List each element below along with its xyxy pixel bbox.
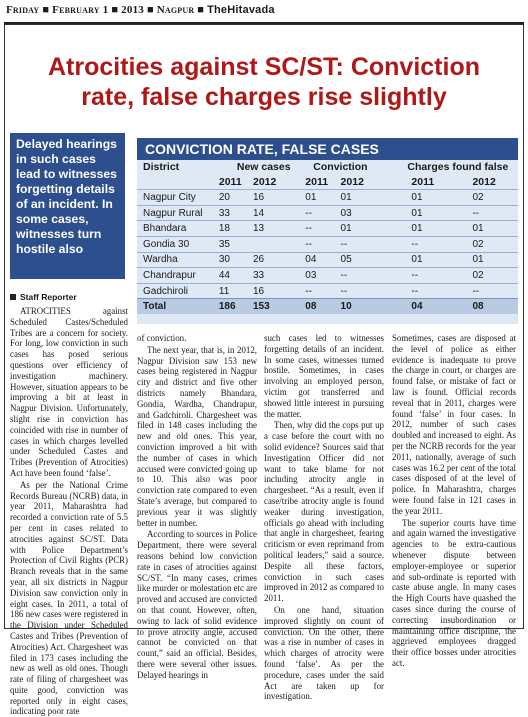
table-cell-value: -- bbox=[411, 238, 419, 250]
article-paragraph: As per the National Crime Records Bureau (NCRB) data, in year 2011, Maharashtra had recorded a conviction rate of 5.5 per cent in cases related to atrocities against SC/ST. Data with Police Department’s Protection of Civil Rights (PCR) Branch reveals that in the same year, all six districts in Nagpur Division saw conviction only in eight cases. In 2011, a total of 186 new cases were registered in the Division under Scheduled Castes and Tribes (Prevention of Atrocities) Act. Chargesheet was filed in 173 cases including the new as well as old ones. Though rate of filing of chargesheet was quite good, conviction was reported only in eight cases, indicating poor rate bbox=[10, 479, 128, 717]
table-cell-value: 13 bbox=[252, 223, 265, 235]
article-paragraph: According to sources in Police Department, there were several reasons behind low conviction rate in cases of atrocities against SC/ST. “In many cases, crimes like murder or molestation etc are proved and accused are convicted on that count. However, often, owing to lack of solid evidence to prove atrocity angle, accused cannot be convicted on that count,” said an official. Besides, there were several other issues. Delayed hearings in bbox=[137, 529, 258, 680]
table-cell-value: -- bbox=[305, 223, 312, 235]
headline-line-1: Atrocities against SC/ST: Conviction bbox=[47, 53, 480, 81]
table-cell-district: Gadchiroli bbox=[143, 285, 189, 297]
table-cell-value bbox=[253, 236, 305, 252]
table-cell-value: 16 bbox=[252, 191, 265, 203]
article-paragraph: of conviction. bbox=[137, 333, 187, 343]
table-row bbox=[137, 268, 518, 284]
table-cell-value: 01 bbox=[411, 223, 423, 235]
table-total-row bbox=[137, 299, 518, 314]
table-cell-value: 01 bbox=[305, 191, 317, 203]
table-cell-district: Nagpur Rural bbox=[143, 207, 203, 219]
masthead bbox=[6, 4, 522, 22]
table-cell-value: 03 bbox=[305, 269, 317, 281]
table-body bbox=[137, 190, 518, 314]
header-charges-false: Charges found false bbox=[407, 161, 509, 174]
article-paragraph: Then, why did the cops put up a case before the court with no solid evidence? Sources said that Investigation Officer did not want to take blame for not including atrocity angle in chargesheet. “As a result, even if case/tribe atrocity angle is found weaker during investigation, officials go ahead with including that angle in chargesheet, fearing criticism or even reprimand from political leaders,” said a source. Despite all these factors, conviction in such cases improved in 2012 as compared to 2011. bbox=[264, 420, 384, 604]
masthead-separator: ■ bbox=[197, 4, 208, 16]
table-cell-district: Wardha bbox=[143, 254, 178, 266]
masthead-day: Friday bbox=[6, 4, 40, 16]
table-row bbox=[137, 221, 518, 237]
table-cell-value: -- bbox=[411, 285, 419, 297]
article-paragraph: Sometimes, cases are disposed at the level of police as either evidence is inadequate to prove the charge in court, or charges are found false, or mistake of fact or law is found. Official records reveal that in 2011, charges were found ‘false’ in four cases. In 2012, number of such cases doubled and increased to eight. As per the NCRB records for the year 2011, nationally, average of such cases was 16.2 per cent of the total cases disposed of at the level of police. In Maharashtra, charges were found false in 121 cases in the year 2011. bbox=[392, 333, 516, 516]
table-header-row bbox=[137, 160, 518, 175]
table-cell-value: 33 bbox=[252, 269, 265, 281]
table-row bbox=[137, 252, 518, 268]
masthead-date: February 1 bbox=[52, 4, 109, 16]
conviction-table bbox=[137, 160, 518, 314]
pull-quote-box bbox=[10, 133, 125, 279]
article-column-2 bbox=[137, 333, 257, 681]
article-paragraph: The superior courts have time and again warned the investigative agencies to be extra-cautious whenever dispute between employer-employee or superior and sub-ordinate is reported with caste abuse angle. In many cases the High Courts have quashed the cases since during the course of correcting insubordination or maintaining office discipline, the aggrieved employees dragged their office bosses under atrocities act. bbox=[392, 517, 516, 668]
table-cell-value: 18 bbox=[218, 223, 230, 235]
table-cell-value: -- bbox=[340, 269, 348, 281]
table-cell-value: 26 bbox=[252, 254, 265, 266]
table-cell-value: 05 bbox=[340, 254, 352, 266]
table-cell-value: 14 bbox=[252, 207, 265, 219]
year-header: 2011 bbox=[411, 175, 435, 188]
table-cell-value: 01 bbox=[411, 254, 423, 266]
table-cell-value: -- bbox=[305, 285, 312, 297]
table-cell-district: Gondia 30 bbox=[143, 238, 190, 250]
table-cell-value: -- bbox=[305, 207, 312, 219]
table-row bbox=[137, 283, 518, 299]
table-cell-district: Nagpur City bbox=[143, 191, 196, 203]
table-cell-value: -- bbox=[472, 207, 480, 219]
byline-square-icon bbox=[10, 294, 16, 300]
table-cell-value: -- bbox=[411, 269, 419, 281]
table-cell-value: -- bbox=[340, 285, 348, 297]
table-cell-value: -- bbox=[472, 285, 480, 297]
table-cell-value: 20 bbox=[218, 191, 230, 203]
year-header: 2011 bbox=[218, 175, 242, 188]
masthead-separator: ■ bbox=[111, 4, 122, 16]
table-cell-value: 02 bbox=[472, 269, 484, 281]
article-paragraph: The next year, that is, in 2012, Nagpur Division saw 153 new cases being registered in Nagpur city and district and five other districts namely Bhandara, Gondia, Wardha, Chandrapur, and Gadchiroli. Chargesheet was filed in 148 cases including the new and old ones. This year, conviction improved a bit with the number of cases in which accused were convicted going up to 10. This also was poor conviction rate compared to even State’s average, but compared to previous year it was slightly better in number. bbox=[137, 344, 257, 528]
year-header: 2012 bbox=[252, 175, 277, 188]
byline-text: Staff Reporter bbox=[20, 292, 77, 302]
masthead-separator: ■ bbox=[146, 4, 157, 16]
table-cell-value: 01 bbox=[340, 223, 352, 235]
article-paragraph: On one hand, situation improved slightly on count of conviction. On the other, there was a rise in number of cases in which charges of atrocity were found ‘false’. As per the procedure, cases under the said Act are taken up for investigation. bbox=[264, 604, 384, 702]
header-new-cases: New cases bbox=[236, 161, 291, 174]
pull-quote-text: Delayed hearings in such cases lead to witnesses forgetting details of an incident. In some cases, witnesses turn hostile also bbox=[16, 137, 117, 256]
article-paragraph: ATROCITIES against Scheduled Castes/Scheduled Tribes are a concern for society. For long, low conviction in such cases has posed serious questions over efficiency of investigation machinery. However, situation appears to be improving a bit at least in Nagpur Division. Unfortunately, slight rise in conviction has coincided with rise in number of cases in which charges levelled under Scheduled Castes and Tribes (Prevention of Atrocities) Act have been found ‘false’. bbox=[10, 306, 128, 478]
table-cell-value: 01 bbox=[340, 191, 352, 203]
article-column-3 bbox=[264, 333, 384, 702]
table-cell-value: 08 bbox=[305, 299, 340, 314]
table-row bbox=[137, 236, 518, 252]
table-cell-value: 08 bbox=[472, 299, 518, 314]
table-cell-value: 04 bbox=[305, 254, 317, 266]
table-cell-value: 35 bbox=[218, 238, 230, 250]
header-district: District bbox=[143, 161, 180, 174]
table-cell-value: 03 bbox=[340, 207, 352, 219]
table-row bbox=[137, 205, 518, 221]
article-paragraph: such cases led to witnesses forgetting details of an incident. In some cases, witnesses turned hostile. Sometimes, in cases involving an employed person, victim got transferred and showed little interest in pursuing the matter. bbox=[264, 333, 384, 419]
masthead-separator: ■ bbox=[42, 4, 53, 16]
table-cell-value: 02 bbox=[472, 191, 484, 203]
table-cell-value: 01 bbox=[411, 191, 423, 203]
masthead-year: 2013 bbox=[121, 4, 144, 16]
table-title: CONVICTION RATE, FALSE CASES bbox=[137, 138, 518, 160]
table-cell-value: 10 bbox=[341, 299, 398, 314]
headline bbox=[10, 52, 518, 112]
year-header: 2012 bbox=[340, 175, 364, 188]
table-cell-value: 04 bbox=[397, 299, 472, 314]
table-cell-district: Bhandara bbox=[143, 223, 187, 235]
table-cell-value: 01 bbox=[472, 254, 484, 266]
masthead-city: Nagpur bbox=[156, 4, 195, 16]
table-cell-value: 01 bbox=[411, 207, 423, 219]
article-column-1 bbox=[10, 306, 128, 717]
byline bbox=[10, 292, 77, 302]
table-cell-value: 02 bbox=[472, 238, 484, 250]
table-cell-district: Total bbox=[137, 299, 219, 314]
year-header: 2012 bbox=[472, 175, 496, 188]
conviction-table-box bbox=[137, 138, 518, 324]
table-cell-value: 30 bbox=[218, 254, 230, 266]
table-cell-value: 01 bbox=[472, 223, 484, 235]
masthead-paper-name: TheHitavada bbox=[207, 4, 275, 16]
table-year-row bbox=[137, 175, 518, 190]
table-cell-value: 33 bbox=[218, 207, 230, 219]
header-conviction: Conviction bbox=[313, 161, 368, 174]
table-cell-value: 11 bbox=[218, 285, 230, 297]
table-cell-value: 44 bbox=[218, 269, 230, 281]
table-row bbox=[137, 190, 518, 206]
article-column-4 bbox=[392, 333, 516, 669]
table-cell-value: 153 bbox=[253, 299, 305, 314]
table-cell-district: Chandrapur bbox=[143, 269, 196, 281]
table-cell-value: -- bbox=[340, 238, 348, 250]
table-cell-value: 186 bbox=[219, 299, 253, 314]
table-cell-value: -- bbox=[305, 238, 312, 250]
headline-line-2: rate, false charges rise slightly bbox=[81, 83, 447, 111]
table-cell-value: 16 bbox=[252, 285, 265, 297]
year-header: 2011 bbox=[305, 175, 329, 188]
